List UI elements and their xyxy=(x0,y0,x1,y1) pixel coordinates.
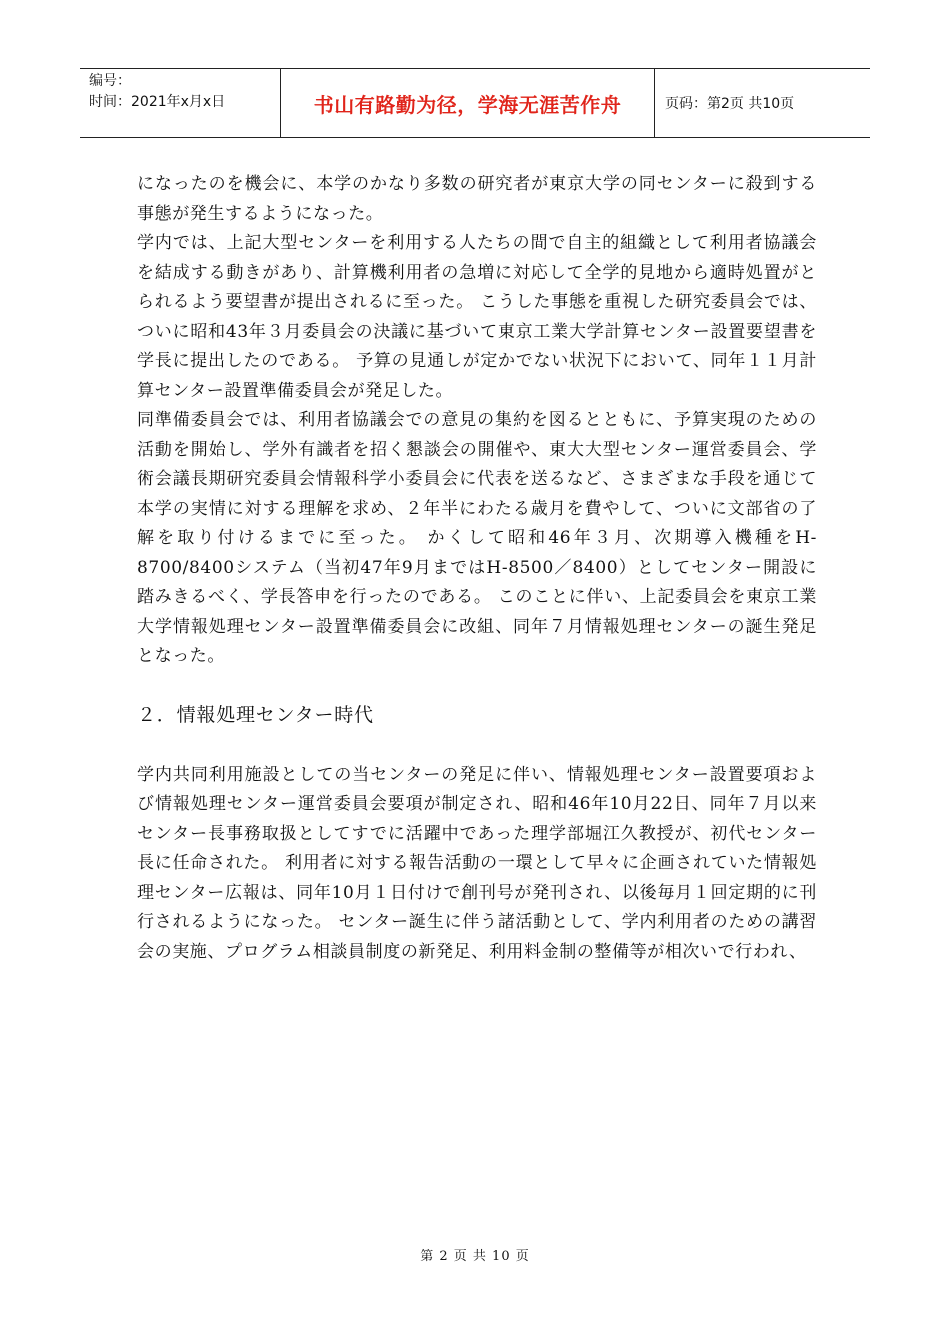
document-body xyxy=(137,170,817,967)
body-paragraph: 学内では、上記大型センターを利用する人たちの間で自主的組織として利用者協議会を結成する動きがあり、計算機利用者の急増に対応して全学的見地から適時処置がとられるよう要望書が提出されるに至った。 こうした事態を重視した研究委員会では、ついに昭和43年３月委員会の決議に基づいて東京工業大学計算センター設置要望書を学長に提出したのである。 予算の見通しが定かでない状況下において、同年１１月計算センター設置準備委員会が発足した。 xyxy=(137,233,817,401)
header-meta xyxy=(80,69,281,137)
header-page-info xyxy=(655,69,870,137)
page-footer xyxy=(0,1245,950,1264)
section-title: ２．情報処理センター時代 xyxy=(137,703,374,726)
page-info-text: 页码：第2页 共10页 xyxy=(665,96,795,112)
body-paragraph: になったのを機会に、本学のかなり多数の研究者が東京大学の同センターに殺到する事態が発生するようになった。 xyxy=(137,174,817,224)
section-paragraph: 学内共同利用施設としての当センターの発足に伴い、情報処理センター設置要項および情報処理センター運営委員会要項が制定され、昭和46年10月22日、同年７月以来センター長事務取扱としてすでに活躍中であった理学部堀江久教授が、初代センター長に任命された。 利用者に対する報告活動の一環として早々に企画されていた情報処理センター広報は、同年10月１日付けで創刊号が発刊され、以後毎月１回定期的に刊行されるようになった。 センター誕生に伴う諸活動として、学内利用者のための講習会の実施、プログラム相談員制度の新発足、利用料金制の整備等が相次いで行われ、 xyxy=(137,764,817,962)
body-paragraph: 同準備委員会では、利用者協議会での意見の集約を図るとともに、予算実現のための活動を開始し、学外有識者を招く懇談会の開催や、東大大型センター運営委員会、学術会議長期研究委員会情報科学小委員会に代表を送るなど、さまざまな手段を通じて本学の実情に対する理解を求め、２年半にわたる歳月を費やして、ついに文部省の了解を取り付けるまでに至った。 かくして昭和46年３月、次期導入機種をH-8700/8400システム（当初47年9月まではH-8500／8400）としてセンター開設に踏みきるべく、学長答申を行ったのである。 このことに伴い、上記委員会を東京工業大学情報処理センター設置準備委員会に改組、同年７月情報処理センターの誕生発足となった。 xyxy=(137,410,817,666)
footer-page-number: 第 2 页 共 10 页 xyxy=(420,1249,530,1264)
time-label: 时间：2021年x月x日 xyxy=(89,94,226,110)
document-header xyxy=(80,68,870,138)
number-label: 编号： xyxy=(89,73,131,89)
motto-text: 书山有路勤为径，学海无涯苦作舟 xyxy=(313,92,622,117)
header-motto-cell xyxy=(281,69,655,137)
